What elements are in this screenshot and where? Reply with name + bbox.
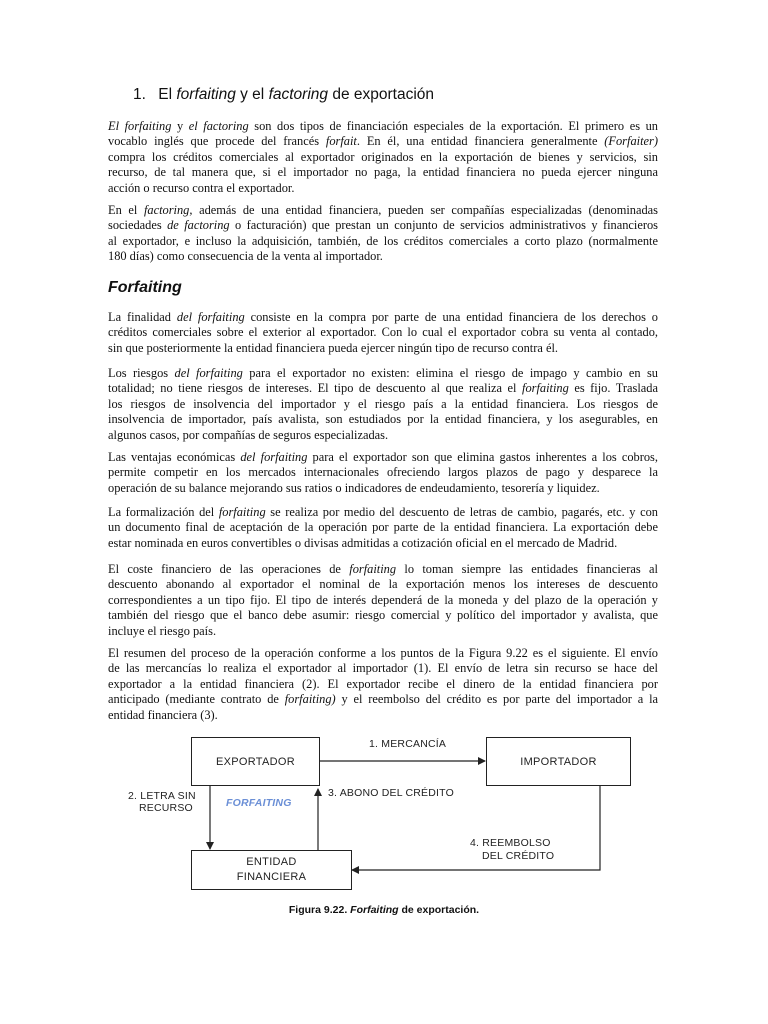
section-heading [133,86,434,104]
subsection-heading: Forfaiting [108,279,182,296]
paragraph-resumen: El resumen del proceso de la operación conforme a los puntos de la Figura 9.22 es el siguiente. El envío de las mercancías lo realiza el exportador al importador (1). El envío de letra sin recurso se hace del exportador a la entidad financiera (2). El exportador recibe el dinero de la entidad financiera por anticipado (mediante contrato de forfaiting) y el reembolso del crédito es por parte del importador a la entidad financiera (3). [108,646,659,722]
importador-box [486,737,631,786]
entidad-financiera-box [191,850,352,890]
heading-term-factoring: factoring [268,86,329,103]
paragraph-ventajas: Las ventajas económicas del forfaiting para el exportador son que elimina gastos inherentes a los cobros, permite competir en los mercados internacionales ofreciendo largos plazos de pago y desparece la operación de su balance mejorando sus ratios o indicadores de endeudamiento, tesorería y liquidez. [108,450,658,495]
paragraph-intro: El forfaiting y el factoring son dos tipos de financiación especiales de la exportación. El primero es un vocablo inglés que procede del francés forfait. En él, una entidad financiera generalmente (Forfaiter) compra los créditos comerciales al exportador originados en la exportación de bienes y servicios, sin recurso, de tal manera que, si el importador no paga, la entidad financiera no pueda ejercer ninguna acción o recurso contra el exportador. [108,119,658,195]
heading-term-forfaiting: forfaiting [176,86,236,103]
label-letra: 2. LETRA SIN RECURSO [128,790,196,814]
exportador-label: EXPORTADOR [216,755,295,768]
exportador-box [191,737,320,786]
label-mercancia: 1. MERCANCÍA [369,738,447,750]
figure-caption: Figura 9.22. Forfaiting de exportación. [288,904,480,916]
paragraph-riesgos: Los riesgos del forfaiting para el exportador no existen: elimina el riesgo de impago y cambio en su totalidad; no tiene riesgos de intereses. El tipo de descuento al que realiza el forfaiting es fijo. Traslada los riesgos de insolvencia del importador y el riesgo país a la entidad financiera. Los riesgos de insolvencia de importador, país avalista, son estudiados por la entidad financiera, y los asegurables, en algunos casos, por compañías de seguros especializadas. [108,366,658,442]
heading-text: y el [240,86,265,103]
section-number: 1. [133,86,146,103]
label-reembolso: 4. REEMBOLSO DEL CRÉDITO [470,837,555,862]
label-abono: 3. ABONO DEL CRÉDITO [328,787,454,799]
entidad-label-line1: ENTIDAD [246,856,297,868]
importador-label: IMPORTADOR [520,755,597,768]
paragraph-finalidad: La finalidad del forfaiting consiste en la compra por parte de una entidad financiera de los derechos o créditos comerciales sobre el exterior al exportador. Con lo cual el exportador cobra su venta al contado, sin que posteriormente la entidad financiera pueda ejercer ningún tipo de recurso contra él. [108,310,658,355]
label-forfaiting: FORFAITING [226,797,292,809]
paragraph-factoring: En el factoring, además de una entidad financiera, pueden ser compañías especializadas (denominadas sociedades de factoring o facturación) que prestan un conjunto de servicios administrativos y financieros al exportador, e incluso la adquisición, también, de los créditos comerciales a corto plazo (normalmente 180 días) como consecuencia de la venta al importador. [108,203,658,264]
heading-text: de exportación [332,86,435,103]
entidad-label-line2: FINANCIERA [236,871,307,883]
heading-text: El [158,86,173,103]
paragraph-formalizacion: La formalización del forfaiting se realiza por medio del descuento de letras de cambio, pagarés, etc. y con un documento final de aceptación de la operación por parte de la entidad financiera. La exportación debe estar nominada en euros convertibles o divisas admitidas a cotización oficial en el mercado de Madrid. [108,505,658,550]
paragraph-coste: El coste financiero de las operaciones de forfaiting lo toman siempre las entidades financieras al descuento abonando al exportador el nominal de la exportación menos los intereses de descuento correspondientes a un tipo fijo. El tipo de interés dependerá de la moneda y del plazo de la operación y también del riesgo que el banco debe asumir: riesgo comercial y político del importador y avalista, que incluye el riesgo país. [108,562,658,638]
